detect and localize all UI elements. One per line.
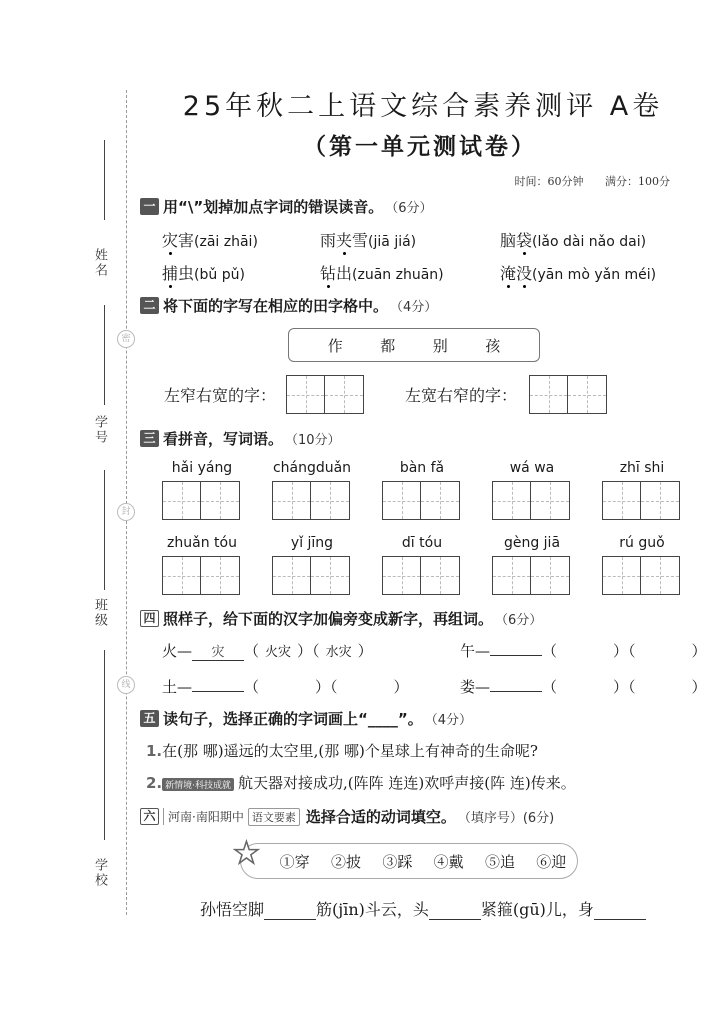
radical-example-row: 火— 灾 （ 火灾 ）（ 水灾 ） xyxy=(162,642,373,660)
section-number: 四 xyxy=(140,610,159,627)
section-2-heading xyxy=(140,295,437,316)
section-title: 用“\”划掉加点字词的错误读音。 xyxy=(163,198,384,216)
pinyin-label: wá wa xyxy=(509,460,555,476)
section-score: （4分） xyxy=(424,713,472,728)
name-fill-line xyxy=(104,140,105,220)
section-6-heading xyxy=(140,806,554,827)
answer-grid[interactable] xyxy=(272,481,350,520)
grid-cell[interactable] xyxy=(286,375,325,414)
option: ③踩 xyxy=(382,852,413,871)
bank-char: 作 xyxy=(327,336,343,355)
full-score: 满分：100分 xyxy=(605,175,670,188)
section-5-heading xyxy=(140,708,472,729)
section-title: 读句子，选择正确的字词画上“____”。 xyxy=(163,710,423,728)
option: ⑥迎 xyxy=(536,852,567,871)
source-label: 河南·南阳期中 xyxy=(163,808,244,825)
pinyin-label: chángduǎn xyxy=(272,460,352,476)
radical-row[interactable]: 娄— （ ）（ ） xyxy=(460,678,707,696)
option: ⑤追 xyxy=(484,852,515,871)
grid-cell[interactable] xyxy=(162,556,201,595)
bank-char: 别 xyxy=(432,336,448,355)
pinyin-label: zhuǎn tóu xyxy=(167,535,237,551)
answer-grid[interactable] xyxy=(602,481,680,520)
section-number: 二 xyxy=(140,297,159,314)
answer-grid[interactable] xyxy=(492,556,570,595)
section-score: （6分） xyxy=(385,201,433,216)
bank-char: 孩 xyxy=(485,336,501,355)
id-fill-line xyxy=(104,305,105,405)
pinyin-item: 雨夹雪(jiā jiá) xyxy=(320,231,417,250)
exam-meta xyxy=(497,173,671,189)
section-number: 六 xyxy=(140,808,159,825)
left-wide-label: 左宽右窄的字： xyxy=(405,386,518,405)
section-title: 看拼音，写词语。 xyxy=(163,430,284,448)
class-fill-line xyxy=(104,470,105,590)
grid-cell[interactable] xyxy=(201,481,240,520)
option: ②披 xyxy=(330,852,361,871)
context-tag: 新情境·科技成就 xyxy=(162,778,234,791)
bank-char: 都 xyxy=(380,336,396,355)
option: ④戴 xyxy=(433,852,464,871)
answer-grid[interactable] xyxy=(382,556,460,595)
answer-grid[interactable] xyxy=(162,556,240,595)
grid-cell[interactable] xyxy=(421,556,460,595)
pinyin-label: rú guǒ xyxy=(619,535,665,551)
page-subtitle: （第一单元测试卷） xyxy=(303,134,537,160)
grid-cell[interactable] xyxy=(382,481,421,520)
pinyin-label: yǐ jīng xyxy=(290,535,334,551)
answer-grid[interactable] xyxy=(382,481,460,520)
grid-cell[interactable] xyxy=(641,481,680,520)
section-number: 三 xyxy=(140,430,159,447)
grid-cell[interactable] xyxy=(568,375,607,414)
section-number: 一 xyxy=(140,198,159,215)
grid-cell[interactable] xyxy=(272,556,311,595)
section-1-heading xyxy=(140,196,432,217)
pinyin-label: bàn fǎ xyxy=(399,460,445,476)
time-limit: 时间：60分钟 xyxy=(514,175,584,188)
seal-dot: 密 xyxy=(117,330,135,348)
grid-cell[interactable] xyxy=(531,556,570,595)
section-title: 照样子，给下面的汉字加偏旁变成新字，再组词。 xyxy=(163,610,494,628)
section-4-heading xyxy=(140,608,542,629)
school-fill-line xyxy=(104,650,105,840)
char-bank xyxy=(288,328,540,362)
answer-blank[interactable] xyxy=(264,904,316,920)
question-2[interactable]: 2. 新情境·科技成就 航天器对接成功,(阵阵 连连)欢呼声接(阵 连)传来。 xyxy=(146,774,576,792)
section-score: （10分） xyxy=(285,433,341,448)
example-word: 水灾 xyxy=(325,645,352,660)
grid-cell[interactable] xyxy=(311,481,350,520)
answer-blank[interactable] xyxy=(192,691,244,692)
left-wide-grid[interactable] xyxy=(529,375,607,414)
grid-cell[interactable] xyxy=(382,556,421,595)
id-label: 学号 xyxy=(92,415,107,445)
radical-row[interactable]: 午— （ ）（ ） xyxy=(460,642,707,660)
star-icon: ★ xyxy=(233,836,260,871)
grid-cell[interactable] xyxy=(311,556,350,595)
grid-cell[interactable] xyxy=(325,375,364,414)
pinyin-item: 钻出(zuān zhuān) xyxy=(320,264,444,283)
section-score: （6分） xyxy=(495,613,543,628)
example-char: 灾 xyxy=(192,641,244,661)
question-1[interactable]: 1.在(那 哪)遥远的太空里,(那 哪)个星球上有神奇的生命呢? xyxy=(146,742,538,760)
pinyin-label: dī tóu xyxy=(401,535,443,551)
grid-cell[interactable] xyxy=(272,481,311,520)
binding-margin xyxy=(0,0,140,1024)
school-label: 学校 xyxy=(92,858,107,888)
section-title: 将下面的字写在相应的田字格中。 xyxy=(163,297,389,315)
page-title: 25年秋二上语文综合素养测评 A卷 xyxy=(182,91,664,122)
left-narrow-grid[interactable] xyxy=(286,375,364,414)
pinyin-item: 淹没(yān mò yǎn méi) xyxy=(500,264,657,283)
radical-row[interactable]: 土— （ ）（ ） xyxy=(162,678,409,696)
answer-blank[interactable] xyxy=(594,904,646,920)
pinyin-item: 捕虫(bǔ pǔ) xyxy=(162,264,245,283)
grid-cell[interactable] xyxy=(492,481,531,520)
fill-sentence[interactable]: 孙悟空脚 筋(jīn)斗云，头 紧箍(gū)儿，身 xyxy=(200,897,646,920)
grid-cell[interactable] xyxy=(531,481,570,520)
answer-grid[interactable] xyxy=(602,556,680,595)
grid-cell[interactable] xyxy=(492,556,531,595)
grid-cell[interactable] xyxy=(602,556,641,595)
grid-cell[interactable] xyxy=(602,481,641,520)
answer-grid[interactable] xyxy=(162,481,240,520)
left-narrow-label: 左窄右宽的字： xyxy=(164,386,277,405)
section-3-heading xyxy=(140,428,341,449)
answer-grid[interactable] xyxy=(272,556,350,595)
grid-cell[interactable] xyxy=(421,481,460,520)
grid-cell[interactable] xyxy=(641,556,680,595)
pinyin-label: zhī shi xyxy=(619,460,665,476)
grid-cell[interactable] xyxy=(162,481,201,520)
answer-blank[interactable] xyxy=(490,655,542,656)
section-score: （4分） xyxy=(390,300,438,315)
example-word: 火灾 xyxy=(265,645,292,660)
section-score: （填序号）(6分) xyxy=(457,811,555,826)
name-label: 姓名 xyxy=(92,248,107,278)
pinyin-label: hǎi yáng xyxy=(171,460,233,476)
class-label: 班级 xyxy=(92,598,107,628)
section-title: 选择合适的动词填空。 xyxy=(305,808,456,826)
grid-cell[interactable] xyxy=(529,375,568,414)
pinyin-item: 脑袋(lǎo dài nǎo dai) xyxy=(500,231,647,250)
answer-blank[interactable] xyxy=(490,691,542,692)
option: ①穿 xyxy=(279,852,310,871)
answer-grid[interactable] xyxy=(492,481,570,520)
seal-dot: 线 xyxy=(117,676,135,694)
pinyin-item: 灾害(zāi zhāi) xyxy=(162,231,258,250)
answer-blank[interactable] xyxy=(429,904,481,920)
grid-cell[interactable] xyxy=(201,556,240,595)
verb-options xyxy=(240,843,578,879)
element-tag: 语文要素 xyxy=(248,808,300,826)
pinyin-label: gèng jiā xyxy=(503,535,561,551)
section-number: 五 xyxy=(140,710,159,727)
seal-dot: 封 xyxy=(117,503,135,521)
